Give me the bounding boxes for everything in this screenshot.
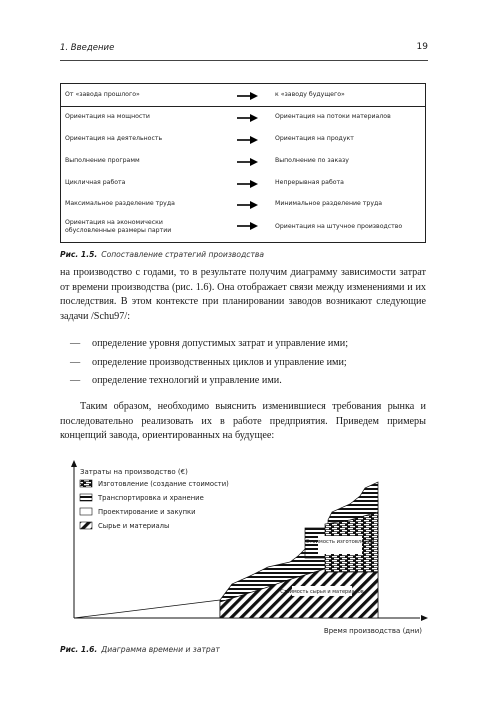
paragraph: на производство с годами, то в результате получим диаграмму зависимости затрат от времени производства (рис. 1.6). Она отображает связи между изменениями и их последствия. В этом контексте при планировании заводов возникают следующие задачи /Schu97/: [60,267,426,322]
row-left: Выполнение программ [65,157,140,164]
row-left: Ориентация на экономически обусловленные размеры партии [65,219,172,234]
arrow-right-icon [237,91,259,101]
legend-label: Изготовление (создание стоимости) [98,480,229,488]
running-header [60,42,428,61]
list-item-text: определение уровня допустимых затрат и управление ими; [92,338,349,349]
row-right: Выполнение по заказу [275,157,349,164]
y-axis-arrow-icon [71,460,77,467]
legend-swatch [80,480,92,487]
section-title: 1. Введение [60,43,115,53]
row-left: Цикличная работа [65,179,126,186]
list-item-text: определение производственных циклов и управление ими; [92,356,347,368]
x-axis-label: Время производства (дни) [323,627,422,635]
figure-caption [60,250,264,259]
legend-label: Сырье и материалы [98,522,170,530]
paragraph: Таким образом, необходимо выяснить изменившиеся требования рынка и последовательно реализовать их в работе предприятия. Приведем примеры концепций завода, ориентированных на будущее: [60,401,426,441]
x-axis-arrow-icon [421,615,428,621]
arrow-right-icon [237,179,259,189]
arrow-right-icon [237,113,259,123]
row-right: Непрерывная работа [275,179,344,186]
table-divider [61,106,425,107]
strategy-table [60,83,426,243]
row-right: Ориентация на потоки материалов [275,113,391,120]
figure-caption [60,645,220,654]
page-number: 19 [416,42,428,52]
table-head-left: От «завода прошлого» [65,91,140,98]
annotation-manufacturing-cost: Стоимость изготовления [305,539,375,545]
row-right: Минимальное разделение труда [275,200,383,207]
figure-title: Диаграмма времени и затрат [101,645,220,654]
list-item-text: определение технологий и управление ими. [92,375,282,386]
legend-label: Проектирование и закупки [98,508,196,516]
cost-time-chart [60,460,430,645]
legend-swatch [80,522,92,529]
annotation-material-cost: Стоимость сырья и материалов [280,589,364,595]
legend-label: Транспортировка и хранение [98,494,204,502]
arrow-right-icon [237,200,259,210]
row-right: Ориентация на штучное производство [275,223,403,230]
list-item: — определение уровня допустимых затрат и управление ими; [70,338,349,349]
figure-label: Рис. 1.6. [60,645,98,654]
row-left: Ориентация на мощности [65,113,150,120]
figure-title: Сопоставление стратегий производства [101,250,265,259]
legend-swatch [80,494,92,501]
baseline-trend-line [74,600,220,618]
figure-label: Рис. 1.5. [60,250,98,259]
list-item: — определение производственных циклов и управление ими; [70,356,347,368]
list-item: — определение технологий и управление ими. [70,375,282,386]
arrow-right-icon [237,221,259,231]
row-left: Максимальное разделение труда [65,200,175,207]
bullet-list [60,338,426,394]
table-head-right: к «заводу будущего» [275,91,345,98]
legend-swatch [80,508,92,515]
y-axis-label: Затраты на производство (€) [80,468,188,476]
arrow-right-icon [237,157,259,167]
row-right: Ориентация на продукт [275,135,354,142]
row-left: Ориентация на деятельность [65,135,163,142]
arrow-right-icon [237,135,259,145]
